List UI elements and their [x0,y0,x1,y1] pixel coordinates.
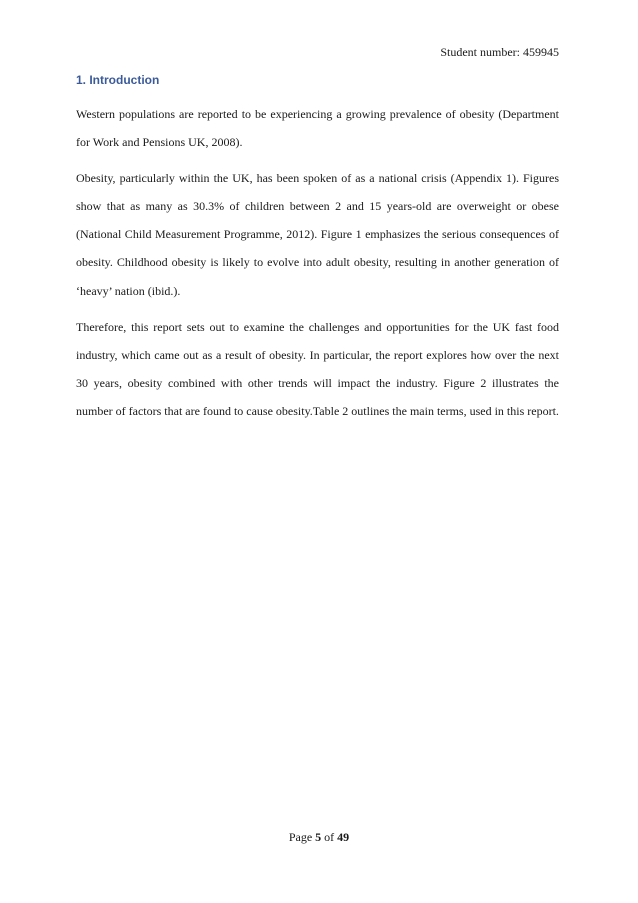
page-current: 5 [315,830,322,844]
page-prefix: Page [288,830,313,844]
body-text [76,100,559,433]
paragraph-2: Obesity, particularly within the UK, has been spoken of as a national crisis (Appendix 1). Figures show that as many as 30.3% of children between 2 and 15 years-old are overweight or obese (National Child Measurement Programme, 2012). Figure 1 emphasizes the serious consequences of obesity. Childhood obesity is likely to evolve into adult obesity, resulting in another generation of ‘heavy’ nation (ibid.). [76,171,559,298]
paragraph-3: Therefore, this report sets out to examine the challenges and opportunities for the UK fast food industry, which came out as a result of obesity. In particular, the report explores how over the next 30 years, obesity combined with other trends will impact the industry. Figure 2 illustrates the number of factors that are found to cause obesity.Table 2 outlines the main terms, used in this report. [76,319,559,418]
page-of: of [324,830,335,844]
section-heading: 1. Introduction [76,73,160,87]
page-total: 49 [337,830,350,844]
student-number: Student number: 459945 [440,45,559,59]
paragraph-1: Western populations are reported to be experiencing a growing prevalence of obesity (Department for Work and Pensions UK, 2008). [76,107,559,150]
page-footer [0,830,638,845]
